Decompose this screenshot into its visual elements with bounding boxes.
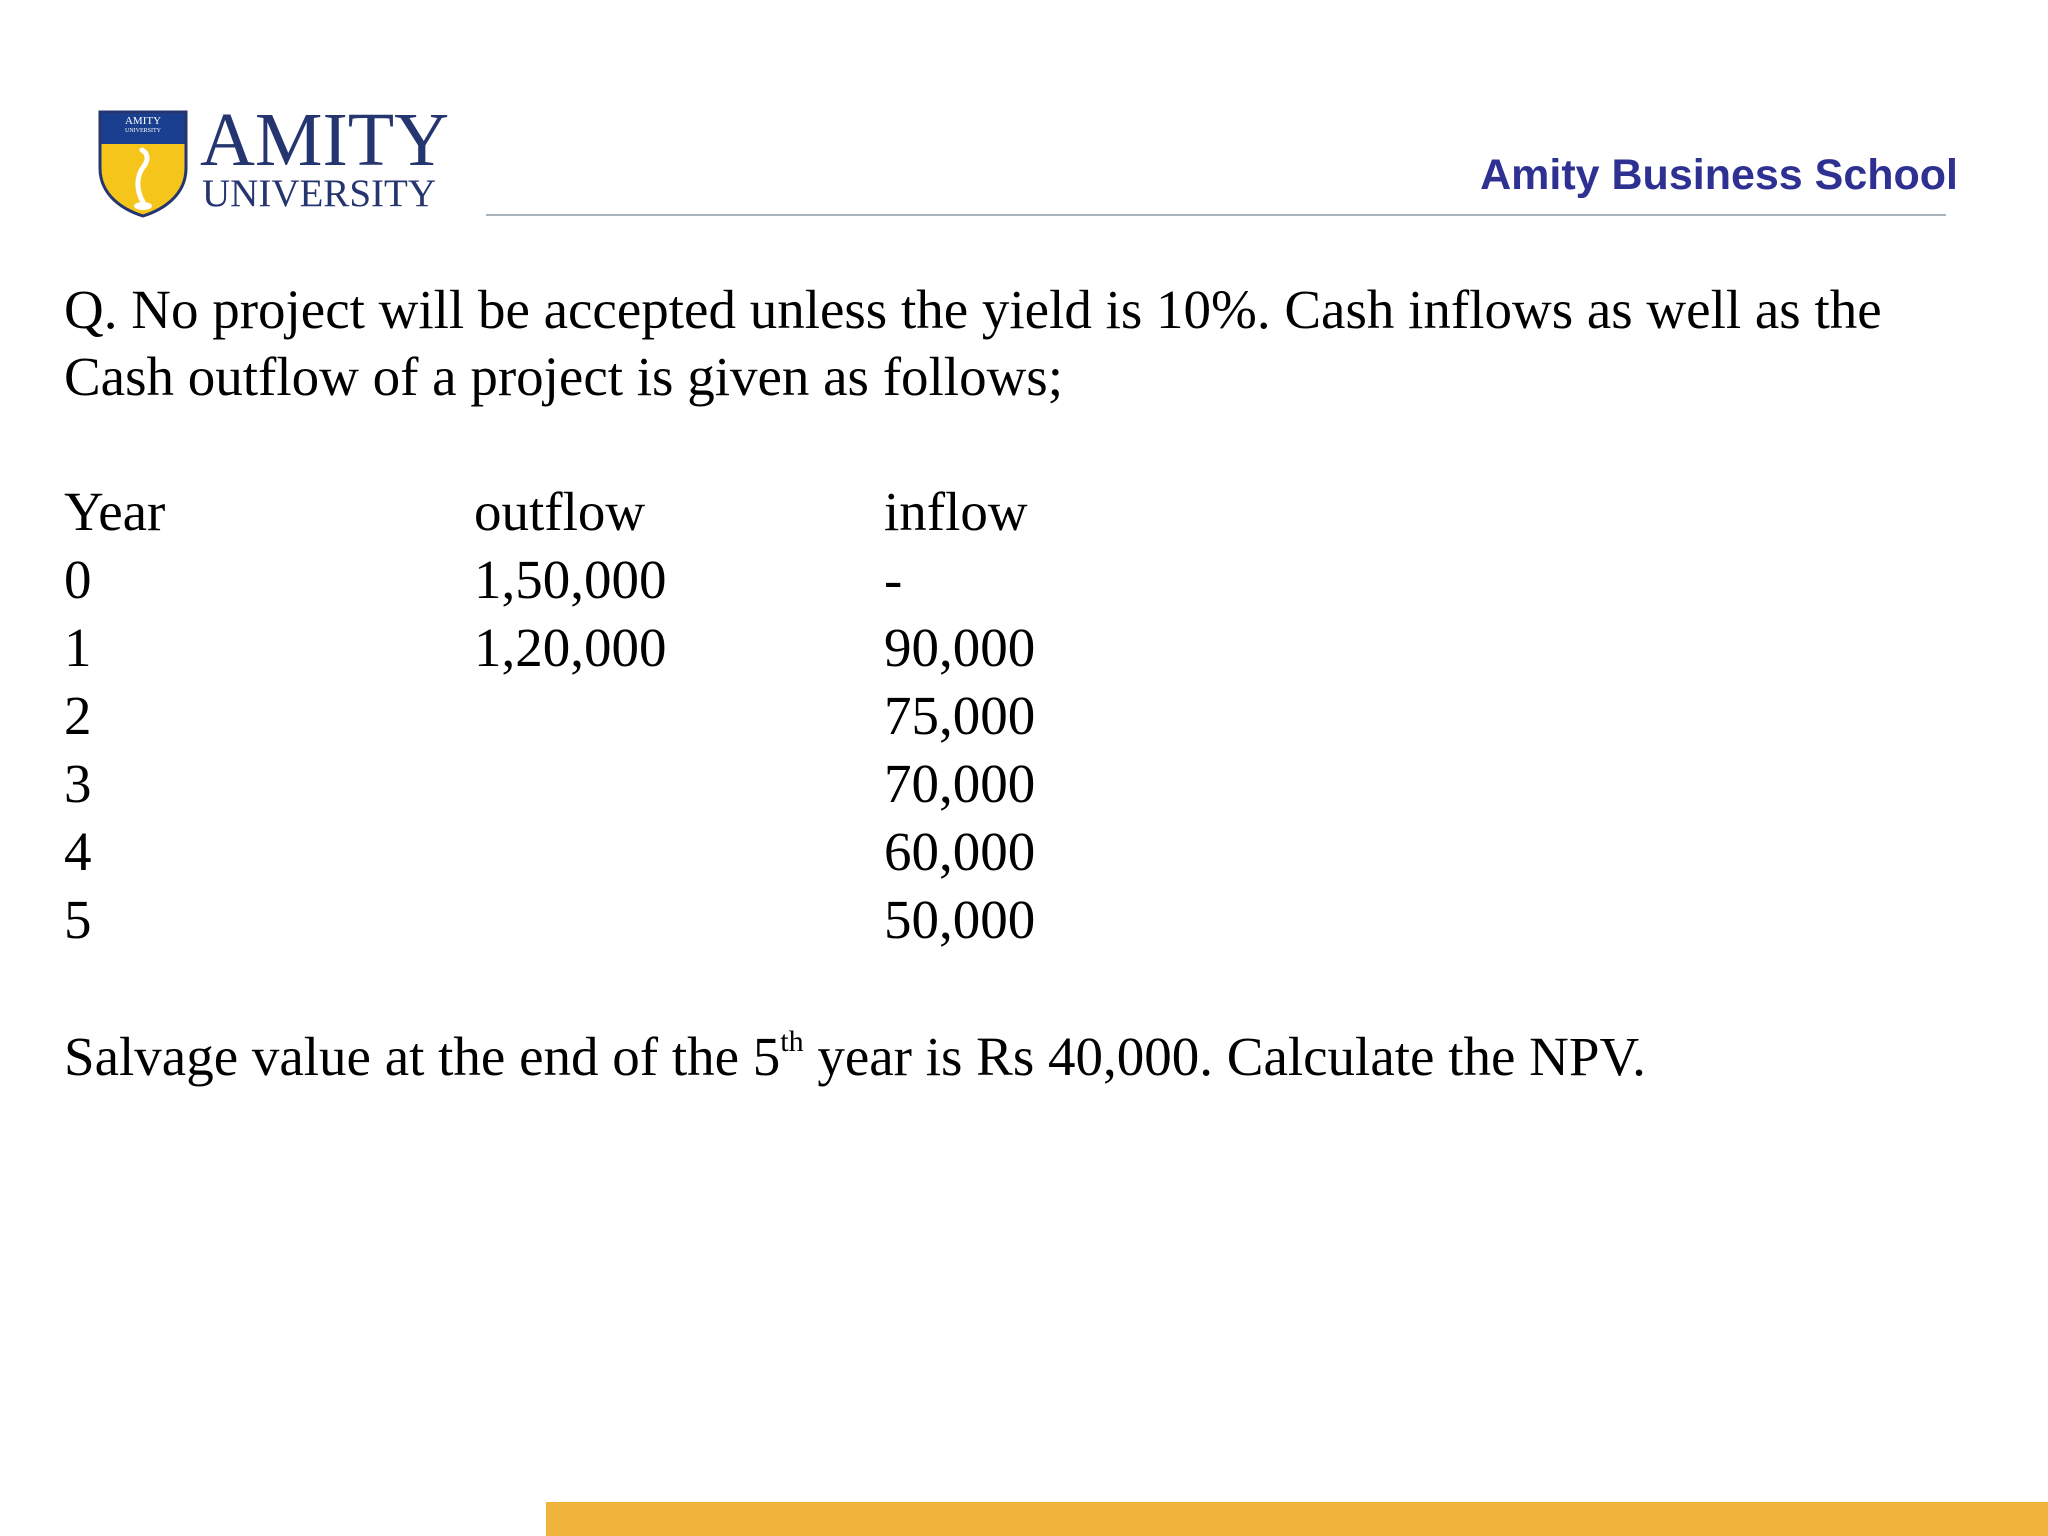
cell-inflow: - — [884, 549, 903, 610]
salvage-text-start: Salvage value at the end of the 5 — [64, 1026, 781, 1087]
cell-year: 2 — [64, 685, 92, 746]
cashflow-table — [64, 478, 1184, 954]
table-row — [64, 750, 1184, 818]
cell-year: 5 — [64, 889, 92, 950]
svg-text:UNIVERSITY: UNIVERSITY — [125, 128, 161, 134]
header-divider — [486, 214, 1946, 216]
table-row — [64, 818, 1184, 886]
table-row — [64, 614, 1184, 682]
header-inflow: inflow — [884, 481, 1028, 542]
header-year: Year — [64, 481, 166, 542]
cell-outflow — [474, 682, 884, 750]
logo-wordmark-university: UNIVERSITY — [202, 172, 436, 215]
cell-outflow — [474, 750, 884, 818]
cell-year: 4 — [64, 821, 92, 882]
salvage-text-end: year is Rs 40,000. Calculate the NPV. — [803, 1026, 1646, 1087]
table-row — [64, 546, 1184, 614]
salvage-superscript: th — [780, 1025, 804, 1058]
amity-university-logo — [96, 98, 450, 218]
cell-inflow: 50,000 — [884, 889, 1036, 950]
question-text: Q. No project will be accepted unless the yield is 10%. Cash inflows as well as the Cash outflow of a project is given as follows; — [64, 279, 1882, 407]
cell-inflow: 70,000 — [884, 753, 1036, 814]
table-row — [64, 886, 1184, 954]
cell-year: 3 — [64, 753, 92, 814]
footer-accent-bar — [546, 1502, 2048, 1536]
cell-inflow: 90,000 — [884, 617, 1036, 678]
header-outflow: outflow — [474, 481, 646, 542]
cell-outflow — [474, 818, 884, 886]
shield-icon — [96, 110, 190, 218]
cell-outflow: 1,20,000 — [474, 617, 667, 678]
logo-wordmark-amity: AMITY — [200, 98, 450, 182]
cell-year: 1 — [64, 617, 92, 678]
cell-inflow: 75,000 — [884, 685, 1036, 746]
cell-year: 0 — [64, 549, 92, 610]
salvage-text — [64, 1022, 1646, 1092]
table-row — [64, 682, 1184, 750]
cell-outflow: 1,50,000 — [474, 549, 667, 610]
cell-outflow — [474, 886, 884, 954]
table-header-row — [64, 478, 1184, 546]
svg-text:AMITY: AMITY — [124, 115, 162, 127]
cell-inflow: 60,000 — [884, 821, 1036, 882]
school-name: Amity Business School — [1480, 151, 1958, 199]
